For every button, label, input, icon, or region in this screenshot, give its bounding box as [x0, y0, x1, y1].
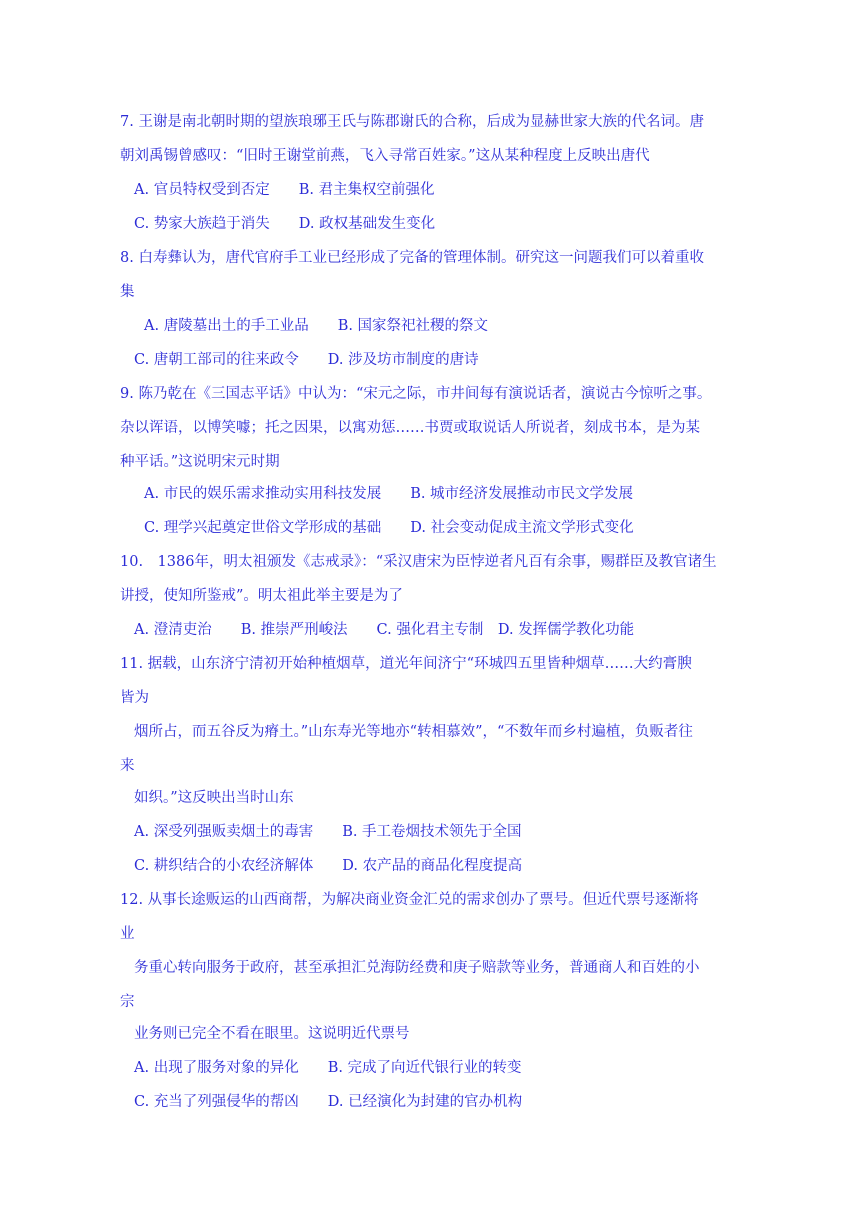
q11-options-line-2: C. 耕织结合的小农经济解体 D. 农产品的商品化程度提高 — [134, 858, 523, 874]
q9-options-line-1: A. 市民的娱乐需求推动实用科技发展 B. 城市经济发展推动市民文学发展 — [144, 486, 634, 502]
q8-options-line-1: A. 唐陵墓出土的手工业品 B. 国家祭祀社稷的祭文 — [144, 318, 489, 334]
q8-stem-line-2: 集 — [120, 284, 135, 300]
q11-stem-line-5: 如织。”这反映出当时山东 — [134, 790, 294, 806]
q7-options-line-1: A. 官员特权受到否定 B. 君主集权空前强化 — [134, 182, 435, 198]
q8-options-line-2: C. 唐朝工部司的往来政令 D. 涉及坊市制度的唐诗 — [134, 352, 479, 368]
q9-stem-line-1: 9. 陈乃乾在《三国志平话》中认为：“宋元之际，市井间每有演说话者，演说古今惊听之事。 — [120, 386, 712, 402]
q7-options-line-2: C. 势家大族趋于消失 D. 政权基础发生变化 — [134, 216, 436, 232]
q10-stem-line-2: 讲授，使知所鉴戒”。明太祖此举主要是为了 — [120, 588, 403, 604]
q7-stem-line-1: 7. 王谢是南北朝时期的望族琅琊王氏与陈郡谢氏的合称，后成为显赫世家大族的代名词。唐 — [120, 114, 704, 130]
q11-stem-line-4: 来 — [120, 758, 135, 774]
q12-options-line-2: C. 充当了列强侵华的帮凶 D. 已经演化为封建的官办机构 — [134, 1094, 523, 1110]
q12-stem-line-3: 务重心转向服务于政府，甚至承担汇兑海防经费和庚子赔款等业务，普通商人和百姓的小 — [134, 960, 700, 976]
q7-stem-line-2: 朝刘禹锡曾感叹：“旧时王谢堂前燕，飞入寻常百姓家。”这从某种程度上反映出唐代 — [120, 148, 650, 164]
q10-options-line-1: A. 澄清吏治 B. 推崇严刑峻法 C. 强化君主专制 D. 发挥儒学教化功能 — [134, 622, 635, 638]
q11-stem-line-1: 11. 据载，山东济宁清初开始种植烟草，道光年间济宁“环城四五里皆种烟草……大约膏腴 — [120, 656, 692, 672]
q8-stem-line-1: 8. 白寿彝认为，唐代官府手工业已经形成了完备的管理体制。研究这一问题我们可以着重收 — [120, 250, 704, 266]
q12-options-line-1: A. 出现了服务对象的异化 B. 完成了向近代银行业的转变 — [134, 1060, 522, 1076]
q9-stem-line-3: 种平话。”这说明宋元时期 — [120, 454, 280, 470]
q12-stem-line-4: 宗 — [120, 994, 135, 1010]
q11-stem-line-2: 皆为 — [120, 690, 149, 706]
q12-stem-line-1: 12. 从事长途贩运的山西商帮，为解决商业资金汇兑的需求创办了票号。但近代票号逐渐将 — [120, 892, 699, 908]
q12-stem-line-5: 业务则已完全不看在眼里。这说明近代票号 — [134, 1026, 410, 1042]
q10-stem-line-1: 10. 1386年，明太祖颁发《志戒录》：“采汉唐宋为臣悖逆者凡百有余事，赐群臣及教官诸生 — [120, 554, 717, 570]
q11-options-line-1: A. 深受列强贩卖烟土的毒害 B. 手工卷烟技术领先于全国 — [134, 824, 522, 840]
q12-stem-line-2: 业 — [120, 926, 135, 942]
q9-stem-line-2: 杂以诨语，以博笑噱；托之因果，以寓劝惩……书贾或取说话人所说者，刻成书本，是为某 — [120, 420, 700, 436]
q9-options-line-2: C. 理学兴起奠定世俗文学形成的基础 D. 社会变动促成主流文学形式变化 — [144, 520, 634, 536]
q11-stem-line-3: 烟所占，而五谷反为瘠土。”山东寿光等地亦“转相慕效”，“不数年而乡村遍植，负贩者往 — [134, 724, 693, 740]
